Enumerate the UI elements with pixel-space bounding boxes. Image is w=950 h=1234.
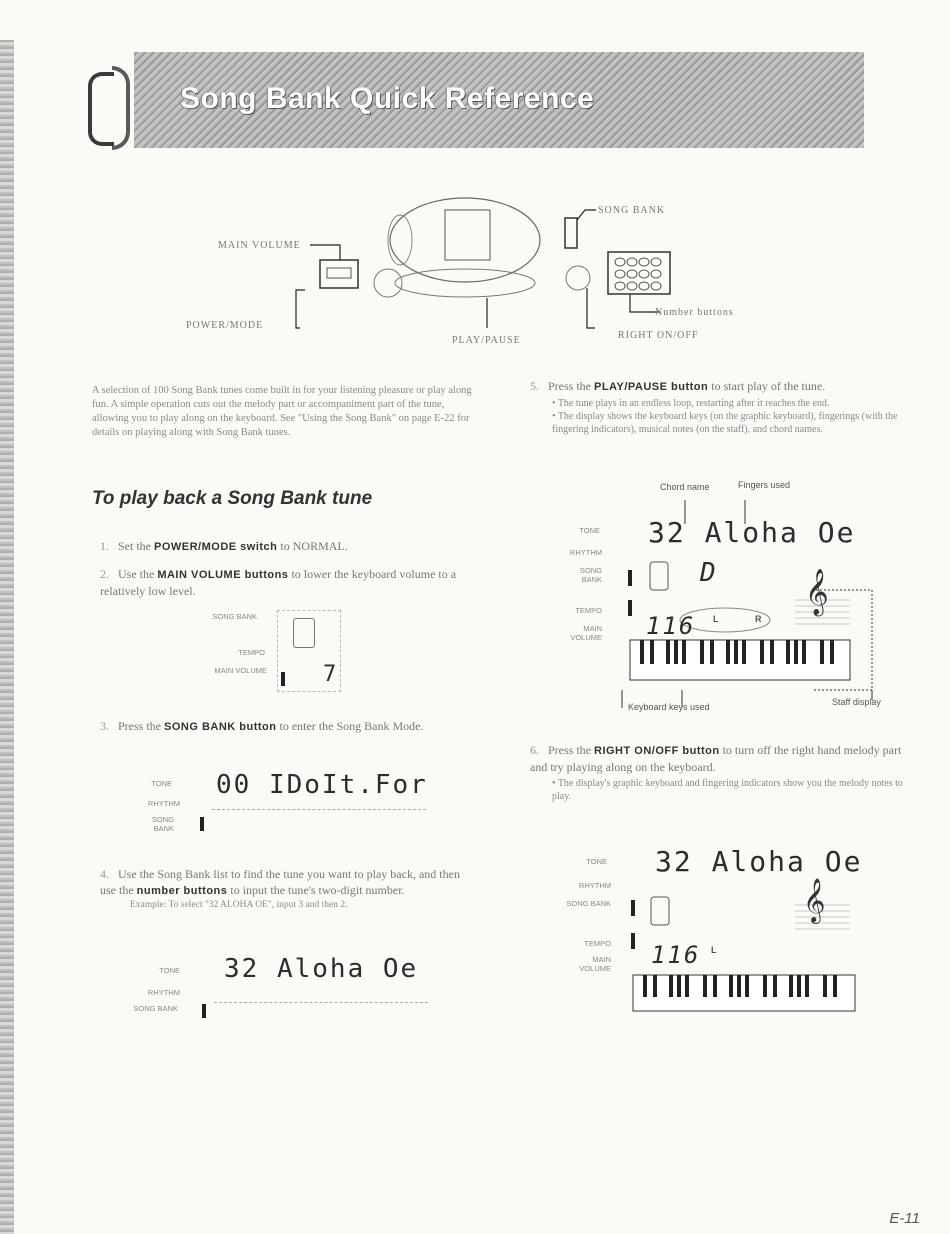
page-title: Song Bank Quick Reference bbox=[180, 82, 595, 115]
lcd-label-tone-3: TONE bbox=[159, 966, 180, 975]
lcd-label-tempo-4: TEMPO bbox=[575, 606, 602, 615]
intro-paragraph: A selection of 100 Song Bank tunes come built in for your listening pleasure or play along fun. A simple operation cuts out the melody part or accompaniment part of the tune, allowing you to play along on the keyboard. See "Using the Song Bank" on page E-22 for details on playing along with Song Bank tunes. bbox=[92, 385, 472, 438]
label-play-pause: PLAY/PAUSE bbox=[452, 335, 521, 346]
hand-left-indicator: L bbox=[713, 614, 719, 624]
page-spine-shadow bbox=[0, 40, 14, 1234]
step-4: 4. Use the Song Bank list to find the tune you want to play back, and then use the number buttons to input the tune's two-digit number. Example: To select "32 ALOHA OE", input 3 and then 2. bbox=[100, 866, 478, 912]
page-number: E-11 bbox=[889, 1210, 920, 1227]
step-6-bullet-1: • The display's graphic keyboard and fingering indicators show you the melody notes to play. bbox=[552, 778, 903, 802]
lcd-label-song-bank-2: SONG BANK bbox=[151, 815, 174, 833]
lcd-volume-value: 7 bbox=[323, 662, 339, 687]
label-right-on-off: RIGHT ON/OFF bbox=[618, 330, 699, 341]
callout-staff-display: Staff display bbox=[832, 697, 881, 707]
section-heading: To play back a Song Bank tune bbox=[92, 488, 373, 509]
metronome-icon bbox=[293, 618, 315, 648]
lcd-label-song-bank: SONG BANK bbox=[212, 612, 257, 621]
lcd-song-name: 00 IDoIt.For bbox=[216, 770, 428, 800]
lcd-label-song-bank-3: SONG BANK bbox=[133, 1004, 178, 1013]
step-1: 1. Set the POWER/MODE switch to NORMAL. bbox=[100, 539, 348, 553]
song-bank-indicator-icon bbox=[202, 1004, 206, 1018]
hand-right-indicator: R bbox=[755, 614, 762, 624]
lcd-song-name: 32 Aloha Oe bbox=[655, 845, 863, 878]
step-5-bullet-2: • The display shows the keyboard keys (on the graphic keyboard), fingerings (with the fingering indicators), musical notes (on the staff), and chord names. bbox=[552, 411, 898, 435]
step-5-bullet-1: • The tune plays in an endless loop, restarting after it reaches the end. bbox=[552, 398, 830, 409]
lcd-label-rhythm: RHYTHM bbox=[147, 799, 180, 808]
treble-clef-icon: 𝄞 bbox=[805, 569, 829, 615]
lcd-label-main-volume: MAIN VOLUME bbox=[214, 666, 267, 675]
lcd-label-rhythm-3: RHYTHM bbox=[147, 988, 180, 997]
step-6: 6. Press the RIGHT ON/OFF button to turn off the right hand melody part and try playing along on the keyboard. • The display's graphic keyboard and fingering indicators show you the melody notes to play. bbox=[530, 742, 908, 803]
lcd-label-tempo-5: TEMPO bbox=[584, 939, 611, 948]
label-song-bank: SONG BANK bbox=[598, 205, 666, 216]
lcd-full-display bbox=[560, 500, 880, 720]
lcd-label-main-volume-5: MAIN VOLUME bbox=[579, 955, 611, 973]
step-2: 2. Use the MAIN VOLUME buttons to lower the keyboard volume to a relatively low level. bbox=[100, 567, 457, 598]
hand-left-indicator: L bbox=[711, 945, 717, 955]
lcd-label-tone-4: TONE bbox=[579, 526, 600, 535]
lcd-label-song-bank-5: SONG BANK bbox=[566, 899, 611, 908]
label-power-mode: POWER/MODE bbox=[186, 320, 264, 331]
callout-chord-name: Chord name bbox=[660, 482, 710, 492]
lcd-label-main-volume-4: MAIN VOLUME bbox=[570, 624, 602, 642]
lcd-tempo-value: 116 bbox=[646, 612, 696, 640]
step-5: 5. Press the PLAY/PAUSE button to start play of the tune. • The tune plays in an endless loop, restarting after it reaches the end. • The display shows the keyboard keys (on the graphic keyboard), fingerings (with the fingering indicators), musical notes (on the staff), and chord names. bbox=[530, 378, 900, 436]
lcd-label-rhythm-4: RHYTHM bbox=[569, 548, 602, 557]
step-3: 3. Press the SONG BANK button to enter the Song Bank Mode. bbox=[100, 719, 424, 733]
lcd-label-rhythm-5: RHYTHM bbox=[578, 881, 611, 890]
label-number-buttons: Number buttons bbox=[655, 307, 734, 318]
lcd-label-tone-5: TONE bbox=[586, 857, 607, 866]
label-main-volume: MAIN VOLUME bbox=[218, 240, 301, 251]
bracket-icon bbox=[82, 52, 134, 148]
lcd-song-name: 32 Aloha Oe bbox=[648, 516, 856, 549]
volume-indicator-icon bbox=[281, 672, 285, 686]
lcd-song-name: 32 Aloha Oe bbox=[224, 954, 419, 984]
lcd-label-song-bank-4: SONG BANK bbox=[579, 566, 602, 584]
section-header-banner bbox=[82, 52, 864, 148]
callout-fingers-used: Fingers used bbox=[738, 480, 791, 490]
lcd-chord-name: D bbox=[700, 558, 718, 588]
lcd-label-tone: TONE bbox=[151, 779, 172, 788]
lcd-song-selected bbox=[132, 952, 432, 1032]
treble-clef-icon: 𝄞 bbox=[803, 878, 826, 922]
callout-keyboard-keys-used: Keyboard keys used bbox=[628, 702, 710, 712]
lcd-label-tempo: TEMPO bbox=[238, 648, 265, 657]
step-4-example: Example: To select "32 ALOHA OE", input 3 and then 2. bbox=[130, 900, 348, 910]
lcd-song-bank-mode bbox=[132, 765, 432, 840]
lcd-tempo-value: 116 bbox=[651, 941, 701, 969]
lcd-right-off-display bbox=[565, 845, 865, 1020]
song-bank-indicator-icon bbox=[200, 817, 204, 831]
lcd-volume-display bbox=[205, 610, 345, 695]
